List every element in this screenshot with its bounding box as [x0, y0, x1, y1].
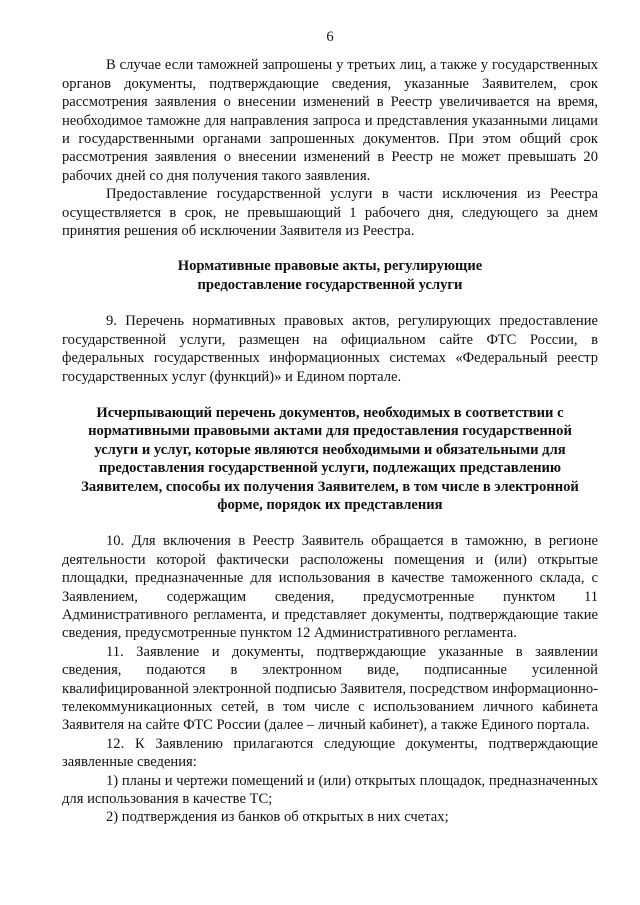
list-item: 1) планы и чертежи помещений и (или) открытых площадок, предназначенных для использования в качестве ТС; [62, 772, 598, 808]
paragraph-11: 11. Заявление и документы, подтверждающие указанные в заявлении сведения, подаются в электронном виде, подписанные усиленной квалифицированной электронной подписью Заявителя, посредством информационно-телекоммуникационных сетей, в том числе с использованием личного кабинета Заявителя на сайте ФТС России (далее – личный кабинет), а также Единого портала. [62, 643, 598, 734]
heading-line: услуги и услуг, которые являются необходимыми и обязательными для [94, 441, 566, 458]
paragraph-exclusion-term: Предоставление государственной услуги в части исключения из Реестра осуществляется в срок, не превышающий 1 рабочего дня, следующего за днем принятия решения об исключении Заявителя из Реестра. [62, 186, 598, 240]
heading-line: предоставление государственной услуги [197, 276, 463, 293]
paragraph-request-extension: В случае если таможней запрошены у третьих лиц, а также у государственных органов документы, подтверждающие сведения, указанные Заявителем, срок рассмотрения заявления о внесении изменений в Реестр увеличивается на время, необходимое таможне для направления запроса и представления указанными лицами и государственными органами запрошенных документов. При этом общий срок рассмотрения заявления о внесении изменений в Реестр не может превышать 20 рабочих дней со дня получения такого заявления. [62, 57, 598, 184]
list-item: 2) подтверждения из банков об открытых в них счетах; [106, 809, 449, 826]
paragraph-12: 12. К Заявлению прилагаются следующие документы, подтверждающие заявленные сведения: [62, 735, 598, 771]
section-heading-documents-list [62, 404, 598, 514]
heading-line: Заявителем, способы их получения Заявителем, в том числе в электронной [81, 478, 579, 495]
heading-line: форме, порядок их представления [217, 496, 443, 513]
paragraph-10: 10. Для включения в Реестр Заявитель обращается в таможню, в регионе деятельности которой фактически расположены помещения и (или) открытые площадки, предназначенные для использования в качестве таможенного склада, с Заявлением, содержащим сведения, предусмотренные пунктом 11 Административного регламента, и представляет документы, подтверждающие такие сведения, предусмотренные пунктом 12 Административного регламента. [62, 533, 598, 642]
paragraph-9: 9. Перечень нормативных правовых актов, регулирующих предоставление государственной услуги, размещен на официальном сайте ФТС России, в федеральных государственных информационных системах «Федеральный реестр государственных услуг (функций)» и Едином портале. [62, 313, 598, 385]
heading-line: Нормативные правовые акты, регулирующие [177, 258, 483, 275]
heading-line: нормативными правовыми актами для предоставления государственной [88, 423, 572, 440]
section-heading-legal-acts [62, 257, 598, 294]
page-number: 6 [326, 29, 334, 45]
heading-line: предоставления государственной услуги, подлежащих представлению [98, 460, 562, 477]
heading-line: Исчерпывающий перечень документов, необходимых в соответствии с [96, 404, 564, 421]
